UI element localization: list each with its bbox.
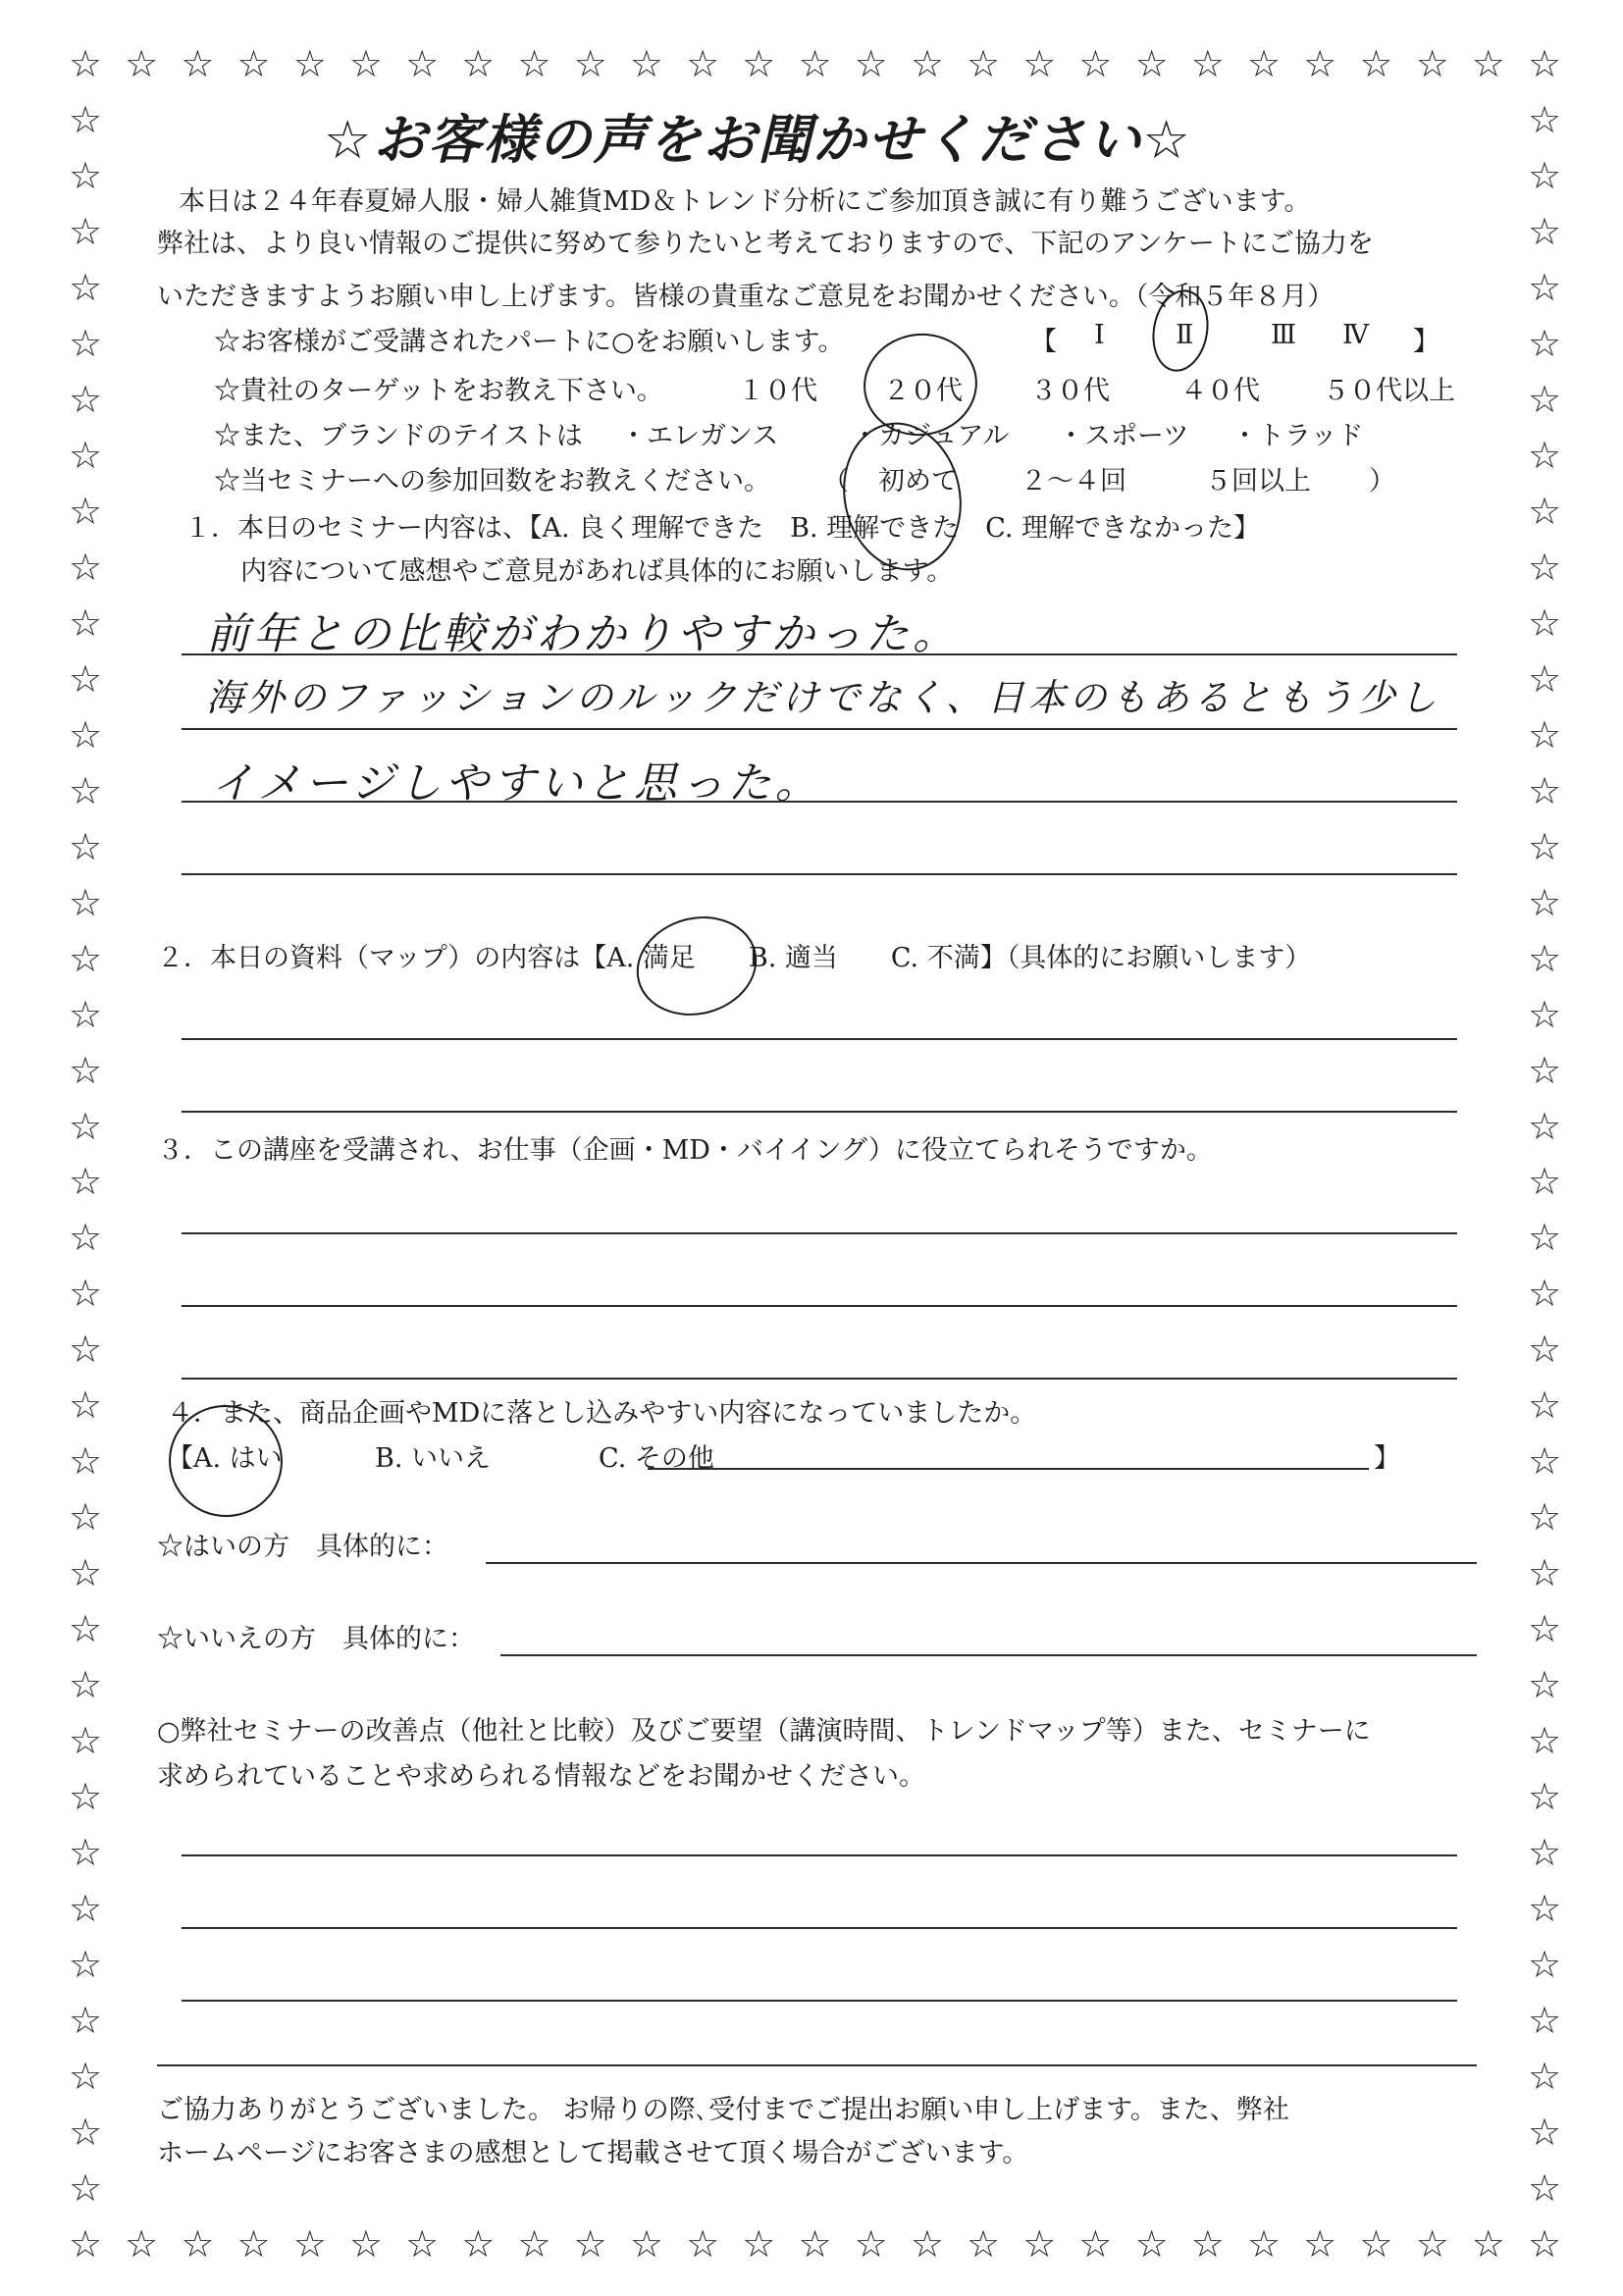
circle-q2-satisfied <box>625 904 767 1029</box>
border-star-icon: ☆ <box>910 42 944 85</box>
border-star-icon: ☆ <box>68 1663 103 1707</box>
part-option-1[interactable]: Ⅰ <box>1094 320 1105 350</box>
footer-line-2: ホームページにお客さまの感想として掲載させて頂く場合がございます。 <box>157 2138 1029 2168</box>
border-star-icon: ☆ <box>68 1551 103 1595</box>
q1-answer-rule-4[interactable] <box>182 873 1457 875</box>
border-star-icon: ☆ <box>1359 2222 1393 2266</box>
border-star-icon: ☆ <box>1527 321 1562 365</box>
target-option-10s[interactable]: １０代 <box>738 376 817 406</box>
border-star-icon: ☆ <box>742 2222 776 2266</box>
border-star-icon: ☆ <box>68 433 103 477</box>
border-star-icon: ☆ <box>68 545 103 589</box>
border-star-icon: ☆ <box>405 42 440 85</box>
visits-option-first[interactable]: 初めて <box>878 466 958 496</box>
border-star-icon: ☆ <box>1527 1160 1562 1204</box>
part-open-bracket: 【 <box>1030 327 1057 357</box>
border-star-icon: ☆ <box>461 2222 496 2266</box>
border-star-icon: ☆ <box>1527 600 1562 645</box>
border-star-icon: ☆ <box>1527 1551 1562 1595</box>
border-star-icon: ☆ <box>68 1383 103 1428</box>
border-star-icon: ☆ <box>68 1104 103 1148</box>
border-star-icon: ☆ <box>68 1999 103 2043</box>
border-star-icon: ☆ <box>1527 656 1562 701</box>
border-star-icon: ☆ <box>68 321 103 365</box>
border-star-icon: ☆ <box>1527 153 1562 197</box>
q3-answer-rule-2[interactable] <box>182 1305 1457 1307</box>
border-star-icon: ☆ <box>68 2055 103 2099</box>
border-star-icon: ☆ <box>1527 824 1562 868</box>
border-star-icon: ☆ <box>68 768 103 812</box>
border-star-icon: ☆ <box>1527 936 1562 980</box>
border-star-icon: ☆ <box>910 2222 944 2266</box>
border-star-icon: ☆ <box>292 42 327 85</box>
border-star-icon: ☆ <box>854 42 888 85</box>
border-star-icon: ☆ <box>686 2222 720 2266</box>
q4-option-other[interactable]: C. その他 <box>599 1443 714 1474</box>
border-star-icon: ☆ <box>1078 42 1113 85</box>
q2-answer-rule-2[interactable] <box>182 1111 1457 1113</box>
q2-question: ２．本日の資料（マップ）の内容は【A. 満足 B. 適当 C. 不満】（具体的にお願いします） <box>157 943 1312 973</box>
border-star-icon: ☆ <box>68 1439 103 1484</box>
border-star-icon: ☆ <box>181 2222 215 2266</box>
border-star-icon: ☆ <box>236 2222 271 2266</box>
border-star-icon: ☆ <box>967 42 1001 85</box>
border-star-icon: ☆ <box>1527 992 1562 1036</box>
border-star-icon: ☆ <box>292 2222 327 2266</box>
border-star-icon: ☆ <box>68 936 103 980</box>
border-star-icon: ☆ <box>68 1048 103 1092</box>
border-star-icon: ☆ <box>967 2222 1001 2266</box>
border-star-icon: ☆ <box>68 1607 103 1651</box>
border-star-icon: ☆ <box>1527 1719 1562 1763</box>
border-star-icon: ☆ <box>1471 42 1505 85</box>
q4-no-detail-label: ☆いいえの方 具体的に： <box>157 1624 475 1654</box>
border-star-icon: ☆ <box>1527 2166 1562 2211</box>
q1-answer-rule-3[interactable] <box>182 801 1457 803</box>
border-star-icon: ☆ <box>1134 42 1169 85</box>
border-star-icon: ☆ <box>1415 2222 1449 2266</box>
border-star-icon: ☆ <box>1527 1495 1562 1539</box>
border-star-icon: ☆ <box>629 2222 663 2266</box>
taste-question: ☆また、ブランドのテイストは <box>214 421 583 451</box>
border-star-icon: ☆ <box>1527 712 1562 757</box>
border-star-icon: ☆ <box>517 42 551 85</box>
border-star-icon: ☆ <box>1359 42 1393 85</box>
border-star-icon: ☆ <box>68 2166 103 2211</box>
q4-yes-detail-label: ☆はいの方 具体的に： <box>157 1532 448 1562</box>
part-option-4[interactable]: Ⅳ <box>1342 320 1369 350</box>
intro-line-3: いただきますようお願い申し上げます。皆様の貴重なご意見をお聞かせください。（令和５年８月） <box>157 282 1335 312</box>
border-star-icon: ☆ <box>1527 433 1562 477</box>
border-star-icon: ☆ <box>68 1272 103 1316</box>
border-star-icon: ☆ <box>68 1775 103 1819</box>
border-star-icon: ☆ <box>1303 42 1337 85</box>
border-star-icon: ☆ <box>1022 42 1057 85</box>
q1-answer-line-3: イメージしやすいと思った。 <box>211 758 822 809</box>
border-star-icon: ☆ <box>1527 1383 1562 1428</box>
q4-other-input[interactable] <box>648 1468 1369 1470</box>
visits-close-paren: ） <box>1369 466 1395 496</box>
border-star-icon: ☆ <box>517 2222 551 2266</box>
border-star-icon: ☆ <box>1527 1999 1562 2043</box>
border-star-icon: ☆ <box>461 42 496 85</box>
page-title: ☆お客様の声をお聞かせください☆ <box>324 109 1192 171</box>
visits-question: ☆当セミナーへの参加回数をお教えください。 <box>214 466 770 496</box>
q4-close-bracket: 】 <box>1374 1443 1400 1474</box>
q4-option-yes[interactable]: 【A. はい <box>167 1443 283 1474</box>
q1-answer-line-2: 海外のファッションのルックだけでなく、日本のもあるともう少し <box>206 676 1440 719</box>
q4-yes-detail-input[interactable] <box>486 1562 1477 1564</box>
border-star-icon: ☆ <box>1527 1943 1562 1987</box>
q3-answer-rule-3[interactable] <box>182 1378 1457 1380</box>
border-star-icon: ☆ <box>1190 2222 1225 2266</box>
improve-answer-rule-1[interactable] <box>182 1854 1457 1856</box>
visits-option-2-4[interactable]: ２～４回 <box>1021 466 1126 496</box>
footer-line-1: ご協力ありがとうございました。 お帰りの際､受付までご提出お願い申し上げます。また、弊社 <box>157 2095 1289 2125</box>
border-star-icon: ☆ <box>1527 880 1562 924</box>
border-star-icon: ☆ <box>1527 1607 1562 1651</box>
target-option-20s[interactable]: ２０代 <box>883 376 963 406</box>
border-star-icon: ☆ <box>1527 377 1562 421</box>
border-star-icon: ☆ <box>573 42 607 85</box>
taste-option-elegance[interactable]: ・エレガンス <box>620 421 779 451</box>
q4-option-no[interactable]: B. いいえ <box>375 1443 492 1474</box>
border-star-icon: ☆ <box>68 1887 103 1931</box>
border-star-icon: ☆ <box>348 2222 383 2266</box>
border-star-icon: ☆ <box>1022 2222 1057 2266</box>
border-star-icon: ☆ <box>1527 1328 1562 1372</box>
border-star-icon: ☆ <box>1527 545 1562 589</box>
border-star-icon: ☆ <box>348 42 383 85</box>
border-star-icon: ☆ <box>68 1719 103 1763</box>
border-star-icon: ☆ <box>573 2222 607 2266</box>
border-star-icon: ☆ <box>68 489 103 533</box>
border-star-icon: ☆ <box>742 42 776 85</box>
border-star-icon: ☆ <box>1527 1048 1562 1092</box>
improve-line-1: ○弊社セミナーの改善点（他社と比較）及びご要望（講演時間、トレンドマップ等）また、セミナーに <box>157 1716 1371 1747</box>
border-star-icon: ☆ <box>1527 1272 1562 1316</box>
border-star-icon: ☆ <box>1527 489 1562 533</box>
part-option-2[interactable]: Ⅱ <box>1176 320 1194 350</box>
border-star-icon: ☆ <box>68 600 103 645</box>
border-star-icon: ☆ <box>125 2222 159 2266</box>
border-star-icon: ☆ <box>68 880 103 924</box>
border-star-icon: ☆ <box>1134 2222 1169 2266</box>
improve-answer-rule-2[interactable] <box>182 1927 1457 1929</box>
border-star-icon: ☆ <box>1527 2111 1562 2155</box>
border-star-icon: ☆ <box>68 824 103 868</box>
q3-question: ３．この講座を受講され、お仕事（企画・MD・バイイング）に役立てられそうですか。 <box>157 1135 1213 1166</box>
border-star-icon: ☆ <box>1190 42 1225 85</box>
q1-sub: 内容について感想やご意見があれば具体的にお願いします。 <box>240 556 954 587</box>
target-option-40s[interactable]: ４０代 <box>1180 376 1260 406</box>
border-star-icon: ☆ <box>1527 1775 1562 1819</box>
border-star-icon: ☆ <box>68 2222 103 2266</box>
border-star-icon: ☆ <box>405 2222 440 2266</box>
q1-answer-line-1: 前年との比較がわかりやすかった。 <box>206 609 960 659</box>
border-star-icon: ☆ <box>1527 2055 1562 2099</box>
border-star-icon: ☆ <box>1246 42 1282 85</box>
border-star-icon: ☆ <box>629 42 663 85</box>
border-star-icon: ☆ <box>1303 2222 1337 2266</box>
border-star-icon: ☆ <box>236 42 271 85</box>
border-star-icon: ☆ <box>1527 1216 1562 1260</box>
border-star-icon: ☆ <box>181 42 215 85</box>
border-star-icon: ☆ <box>1527 1663 1562 1707</box>
part-option-3[interactable]: Ⅲ <box>1271 320 1297 350</box>
border-star-icon: ☆ <box>68 1943 103 1987</box>
border-star-icon: ☆ <box>854 2222 888 2266</box>
border-star-icon: ☆ <box>68 992 103 1036</box>
visits-option-5-plus[interactable]: ５回以上 <box>1205 466 1311 496</box>
target-option-50s-plus[interactable]: ５０代以上 <box>1323 376 1455 406</box>
border-star-icon: ☆ <box>68 712 103 757</box>
border-star-icon: ☆ <box>68 2111 103 2155</box>
border-star-icon: ☆ <box>1415 42 1449 85</box>
q4-question: ４．また、商品企画やMDに落とし込みやすい内容になっていましたか。 <box>167 1398 1037 1429</box>
q4-no-detail-input[interactable] <box>500 1654 1477 1656</box>
border-star-icon: ☆ <box>1527 265 1562 309</box>
target-option-30s[interactable]: ３０代 <box>1030 376 1110 406</box>
border-star-icon: ☆ <box>68 1328 103 1372</box>
taste-option-sports[interactable]: ・スポーツ <box>1058 421 1189 451</box>
improve-line-2: 求められていることや求められる情報などをお聞かせください。 <box>157 1761 925 1792</box>
border-star-icon: ☆ <box>1246 2222 1282 2266</box>
visits-open-paren: （ <box>822 466 849 496</box>
taste-option-casual[interactable]: ・カジュアル <box>852 421 1010 451</box>
border-star-icon: ☆ <box>1527 1831 1562 1875</box>
border-star-icon: ☆ <box>1527 768 1562 812</box>
border-star-icon: ☆ <box>68 1831 103 1875</box>
border-star-icon: ☆ <box>68 1160 103 1204</box>
improve-answer-rule-3[interactable] <box>182 2000 1457 2002</box>
intro-line-1: 本日は２４年春夏婦人服・婦人雑貨MD＆トレンド分析にご参加頂き誠に有り難うございます。 <box>179 186 1311 217</box>
border-star-icon: ☆ <box>1527 42 1562 85</box>
border-star-icon: ☆ <box>1078 2222 1113 2266</box>
border-star-icon: ☆ <box>125 42 159 85</box>
border-star-icon: ☆ <box>68 97 103 141</box>
border-star-icon: ☆ <box>68 1495 103 1539</box>
footer-divider <box>157 2064 1477 2066</box>
border-star-icon: ☆ <box>68 42 103 85</box>
border-star-icon: ☆ <box>1527 1439 1562 1484</box>
border-star-icon: ☆ <box>68 1216 103 1260</box>
border-star-icon: ☆ <box>798 2222 832 2266</box>
border-star-icon: ☆ <box>68 153 103 197</box>
q1-question: １．本日のセミナー内容は、【A. 良く理解できた B. 理解できた C. 理解できなかった】 <box>184 513 1261 544</box>
border-star-icon: ☆ <box>798 42 832 85</box>
border-star-icon: ☆ <box>68 377 103 421</box>
q1-answer-rule-1[interactable] <box>182 653 1457 655</box>
intro-line-2: 弊社は、より良い情報のご提供に努めて参りたいと考えておりますので、下記のアンケートにご協力を <box>157 229 1374 259</box>
border-star-icon: ☆ <box>1471 2222 1505 2266</box>
border-star-icon: ☆ <box>68 656 103 701</box>
q3-answer-rule-1[interactable] <box>182 1232 1457 1234</box>
border-star-icon: ☆ <box>1527 209 1562 253</box>
border-star-icon: ☆ <box>686 42 720 85</box>
q1-answer-rule-2[interactable] <box>182 728 1457 730</box>
border-star-icon: ☆ <box>68 209 103 253</box>
border-star-icon: ☆ <box>1527 2222 1562 2266</box>
taste-option-trad[interactable]: ・トラッド <box>1231 421 1364 451</box>
target-question: ☆貴社のターゲットをお教え下さい。 <box>214 376 663 406</box>
border-star-icon: ☆ <box>1527 1104 1562 1148</box>
q2-answer-rule-1[interactable] <box>182 1038 1457 1040</box>
border-star-icon: ☆ <box>1527 97 1562 141</box>
part-question: ☆お客様がご受講されたパートに○をお願いします。 <box>214 327 845 357</box>
border-star-icon: ☆ <box>68 265 103 309</box>
border-star-icon: ☆ <box>1527 1887 1562 1931</box>
part-close-bracket: 】 <box>1413 327 1440 357</box>
